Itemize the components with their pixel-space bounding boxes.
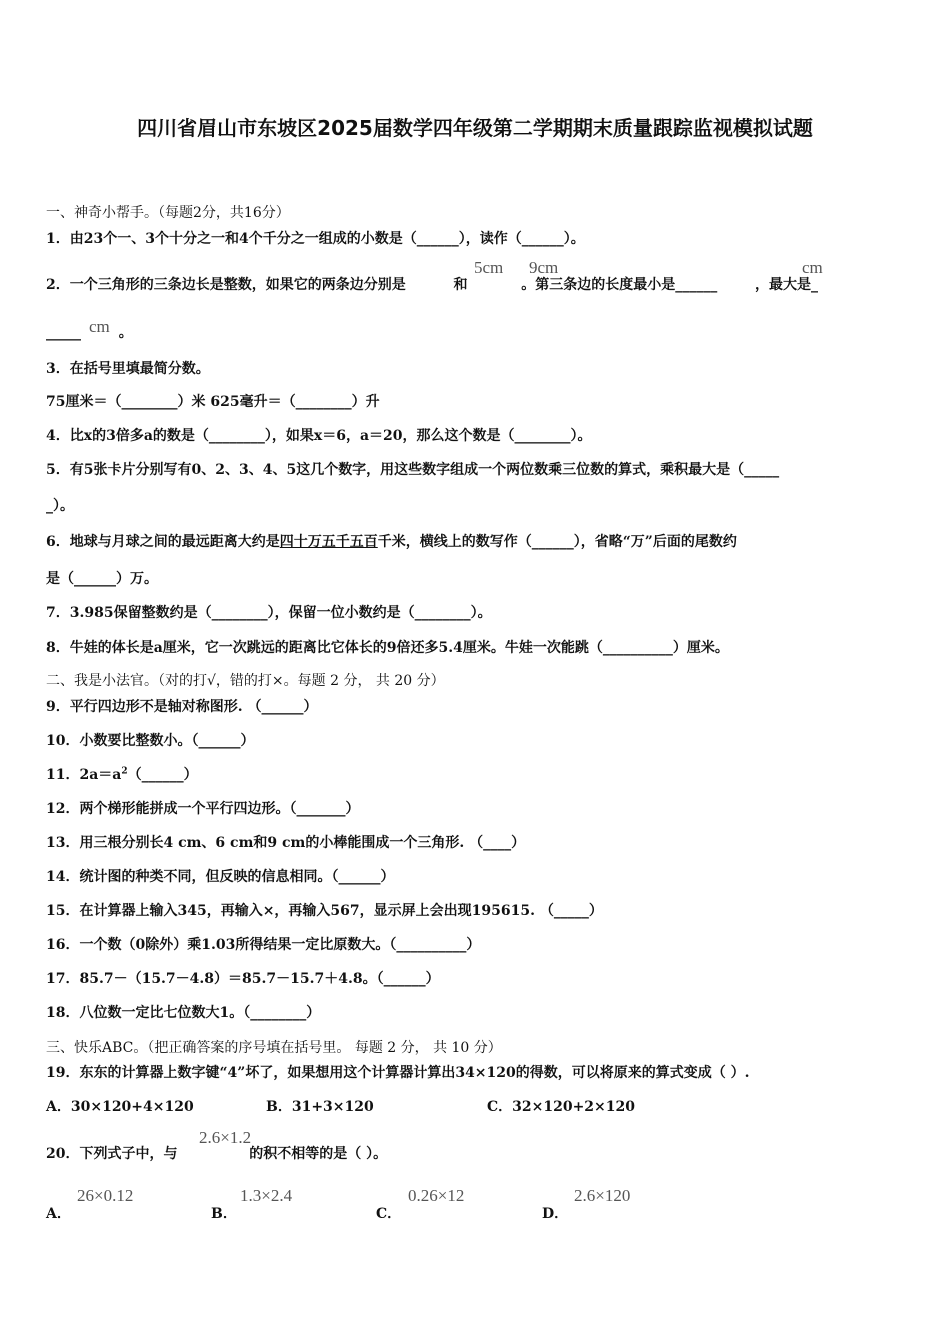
q19-option-b: B．31+3×120 xyxy=(266,1099,374,1115)
question-5-line2: _）。 xyxy=(46,498,74,514)
question-8: 8．牛娃的体长是a厘米，它一次跳远的距离比它体长的9倍还多5.4厘米。牛娃一次能跳（__________）厘米。 xyxy=(46,640,729,656)
question-1: 1．由23个一、3个十分之一和4个千分之一组成的小数是（______），读作（______）。 xyxy=(46,231,585,247)
q2-formula-cm: cm xyxy=(802,258,823,277)
section3-header: 三、快乐ABC。（把正确答案的序号填在括号里。 每题 2 分， 共 10 分） xyxy=(46,1040,502,1056)
section1-header: 一、神奇小帮手。（每题2分，共16分） xyxy=(46,205,290,221)
q20-prefix: 20．下列式子中，与 xyxy=(46,1146,178,1162)
q19-option-c: C．32×120+2×120 xyxy=(487,1099,636,1115)
q20-option-d-formula: 2.6×120 xyxy=(574,1186,631,1205)
q20-formula: 2.6×1.2 xyxy=(199,1128,252,1147)
question-14: 14．统计图的种类不同，但反映的信息相同。（______） xyxy=(46,869,395,885)
q2-mid: 。第三条边的长度最小是______ xyxy=(521,277,718,293)
question-15: 15．在计算器上输入345，再输入×，再输入567，显示屏上会出现195615. （_____） xyxy=(46,903,603,919)
question-17: 17．85.7－（15.7－4.8）＝85.7－15.7＋4.8。（______） xyxy=(46,971,440,987)
question-16: 16．一个数（0除外）乘1.03所得结果一定比原数大。（__________） xyxy=(46,937,481,953)
question-10: 10．小数要比整数小。（______） xyxy=(46,733,255,749)
q20-option-b-label: B． xyxy=(211,1206,237,1222)
q6-suffix: 千米，横线上的数写作（______），省略“万”后面的尾数约 xyxy=(377,534,737,550)
question-2 xyxy=(46,274,818,294)
question-19: 19．东东的计算器上数字键“4”坏了，如果想用这个计算器计算出34×120的得数，可以将原来的算式变成（ ）. xyxy=(46,1065,750,1081)
question-5: 5．有5张卡片分别写有0、2、3、4、5这几个数字，用这些数字组成一个两位数乘三位数的算式，乘积最大是（_____ xyxy=(46,462,780,478)
question-3: 3．在括号里填最简分数。 xyxy=(46,361,210,377)
q20-suffix: 的积不相等的是（ ）。 xyxy=(249,1146,388,1162)
question-18: 18．八位数一定比七位数大1。（________） xyxy=(46,1005,321,1021)
q20-option-d-label: D． xyxy=(542,1206,569,1222)
question-6 xyxy=(46,531,737,551)
q2-prefix: 2．一个三角形的三条边长是整数，如果它的两条边分别是 xyxy=(46,277,406,293)
q2-and: 和 xyxy=(453,277,468,293)
q20-option-a-label: A． xyxy=(46,1206,71,1222)
question-6-line2: 是（______）万。 xyxy=(46,571,158,587)
q11-exponent: 2 xyxy=(121,766,128,777)
q20-option-c-formula: 0.26×12 xyxy=(408,1186,465,1205)
q11-suffix: （______） xyxy=(127,767,198,783)
question-11 xyxy=(46,764,198,784)
question-13: 13．用三根分别长4 cm、6 cm和9 cm的小棒能围成一个三角形. （____） xyxy=(46,835,526,851)
q6-underlined-number: 四十万五千五百 xyxy=(279,534,378,550)
q2-line2-blank: _____ xyxy=(46,325,81,341)
q2-formula-9cm: 9cm xyxy=(529,258,559,277)
q19-option-a: A．30×120+4×120 xyxy=(46,1099,194,1115)
question-9: 9．平行四边形不是轴对称图形. （______） xyxy=(46,699,318,715)
q20-option-b-formula: 1.3×2.4 xyxy=(240,1186,293,1205)
question-4: 4．比x的3倍多a的数是（________），如果x＝6，a＝20，那么这个数是（________）。 xyxy=(46,428,592,444)
q2-suffix: ，最大是_ xyxy=(755,277,818,293)
page-title: 四川省眉山市东坡区2025届数学四年级第二学期期末质量跟踪监视模拟试题 xyxy=(137,116,813,140)
question-12: 12．两个梯形能拼成一个平行四边形。（_______） xyxy=(46,801,360,817)
q20-option-a-formula: 26×0.12 xyxy=(77,1186,134,1205)
q2-line2-end: 。 xyxy=(118,325,133,341)
q6-prefix: 6．地球与月球之间的最远距离大约是 xyxy=(46,534,280,550)
q20-option-c-label: C． xyxy=(376,1206,402,1222)
section2-header: 二、我是小法官。（对的打√，错的打×。每题 2 分， 共 20 分） xyxy=(46,673,445,689)
q2-formula-5cm: 5cm xyxy=(474,258,504,277)
q2-formula-cm-2: cm xyxy=(89,317,110,336)
q11-prefix: 11．2a＝a xyxy=(46,767,122,783)
question-3-parts: 75厘米＝（________）米 625毫升＝（________）升 xyxy=(46,394,380,410)
question-7: 7．3.985保留整数约是（________），保留一位小数约是（________）。 xyxy=(46,605,492,621)
